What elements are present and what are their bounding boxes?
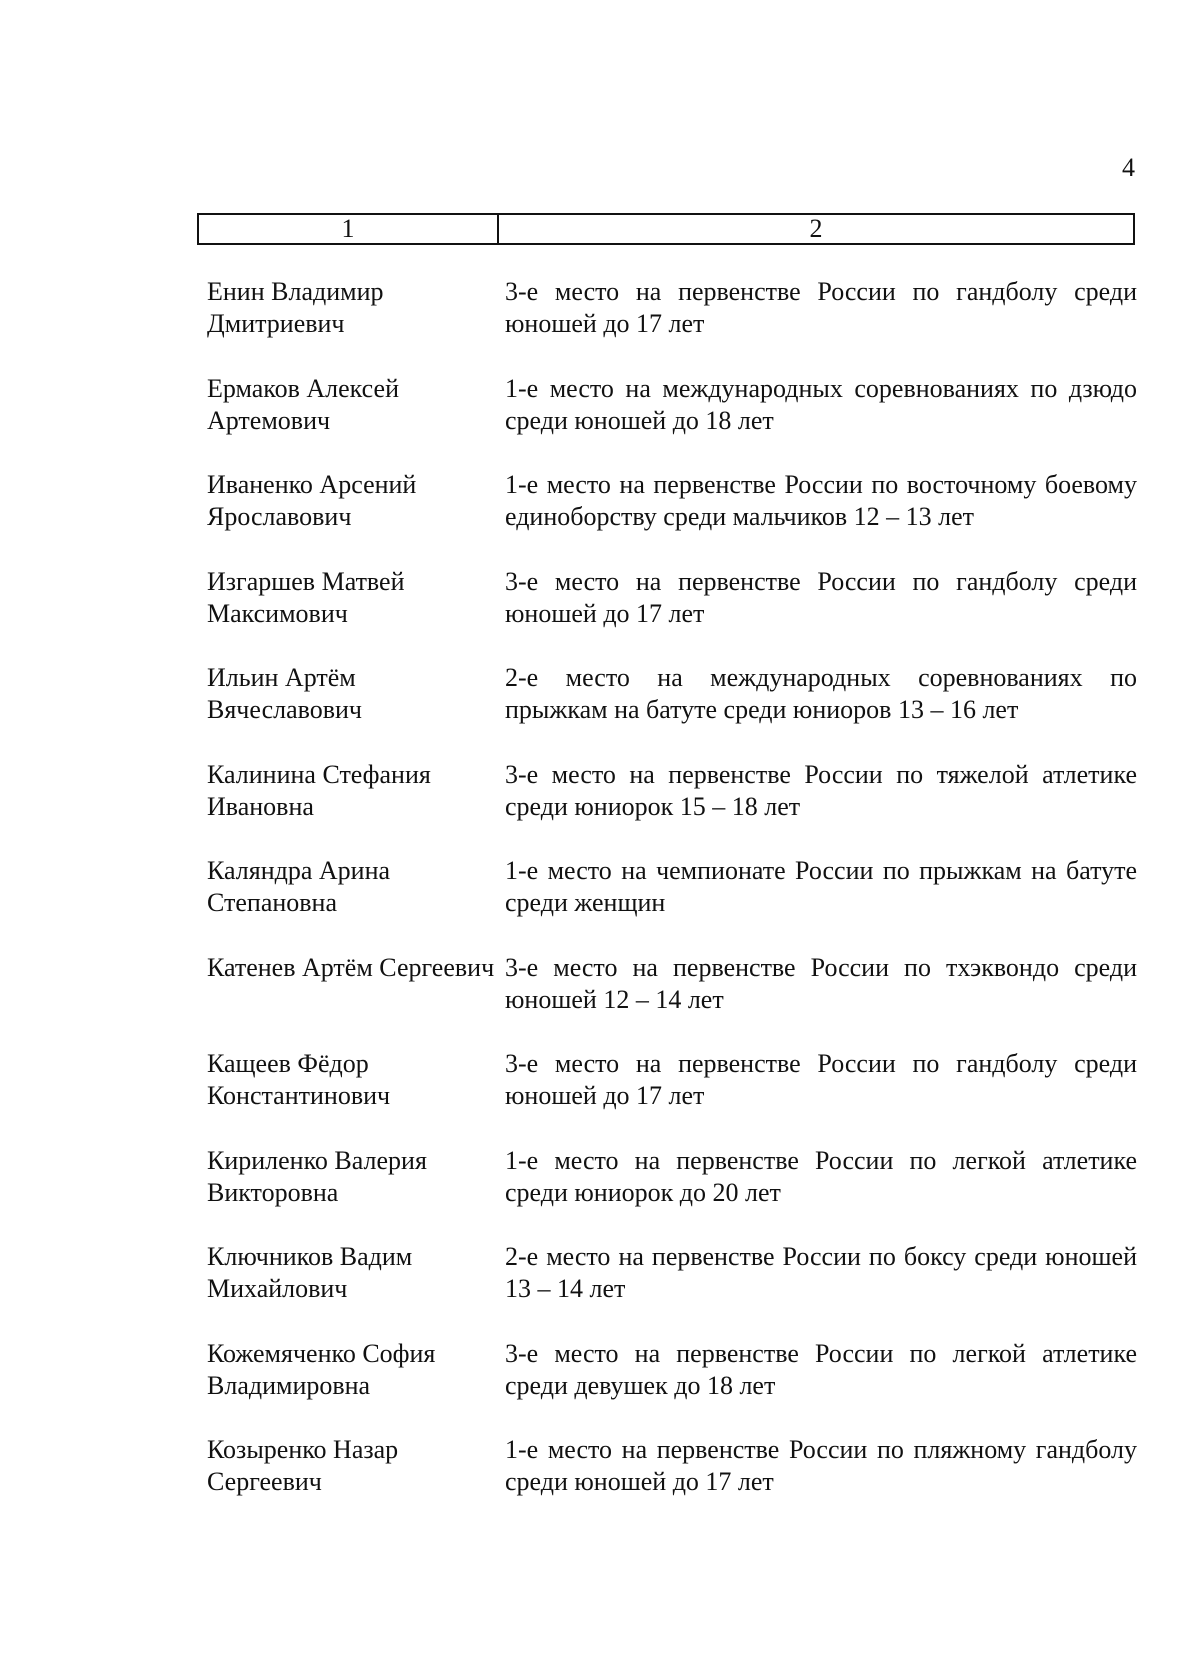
achievement-text: 2-е место на международных соревнованиях по прыжкам на батуте среди юниоров 13 – 16 лет bbox=[505, 663, 1137, 724]
achievement-text: 3-е место на первенстве России по гандболу среди юношей до 17 лет bbox=[505, 277, 1137, 338]
person-name: Кожемяченко София Владимировна bbox=[207, 1338, 436, 1400]
person-name: Ермаков Алексей Артемович bbox=[207, 373, 399, 435]
person-name: Каляндра Арина Степановна bbox=[207, 856, 391, 917]
table-header bbox=[197, 213, 1135, 245]
achievement-text: 1-е место на международных соревнованиях по дзюдо среди юношей до 18 лет bbox=[505, 373, 1137, 435]
person-name: Иваненко Арсений Ярославович bbox=[207, 470, 417, 531]
person-name: Катенев Артём Сергеевич bbox=[207, 952, 495, 982]
person-name: Кириленко Валерия Викторовна bbox=[207, 1145, 427, 1207]
achievement-text: 3-е место на первенстве России по гандболу среди юношей до 17 лет bbox=[505, 566, 1137, 628]
achievement-text: 1-е место на чемпионате России по прыжкам на батуте среди женщин bbox=[505, 856, 1137, 917]
person-name: Ключников Вадим Михайлович bbox=[207, 1242, 413, 1303]
header-column-2: 2 bbox=[809, 214, 823, 243]
table-row bbox=[207, 373, 1137, 470]
person-name: Козыренко Назар Сергеевич bbox=[207, 1435, 399, 1496]
person-name: Кащеев Фёдор Константинович bbox=[207, 1049, 391, 1110]
achievement-text: 2-е место на первенстве России по боксу среди юношей 13 – 14 лет bbox=[505, 1242, 1137, 1303]
person-name: Калинина Стефания Ивановна bbox=[207, 759, 431, 821]
table-row bbox=[207, 662, 1137, 759]
table-row bbox=[207, 1048, 1137, 1145]
table-row bbox=[207, 855, 1137, 952]
table-row bbox=[207, 1241, 1137, 1338]
table-row bbox=[207, 1338, 1137, 1435]
table-row bbox=[207, 1434, 1137, 1531]
achievement-text: 3-е место на первенстве России по тхэквондо среди юношей 12 – 14 лет bbox=[505, 952, 1137, 1014]
achievement-text: 3-е место на первенстве России по тяжелой атлетике среди юниорок 15 – 18 лет bbox=[505, 759, 1137, 821]
achievement-text: 1-е место на первенстве России по восточному боевому единоборству среди мальчиков 12 – 13 лет bbox=[505, 470, 1137, 531]
person-name: Изгаршев Матвей Максимович bbox=[207, 566, 405, 628]
person-name: Ильин Артём Вячеславович bbox=[207, 663, 362, 724]
achievement-text: 1-е место на первенстве России по пляжному гандболу среди юношей до 17 лет bbox=[505, 1435, 1137, 1496]
table-row bbox=[207, 469, 1137, 566]
achievement-text: 1-е место на первенстве России по легкой атлетике среди юниорок до 20 лет bbox=[505, 1145, 1137, 1207]
table-row bbox=[207, 952, 1137, 1049]
header-column-1: 1 bbox=[199, 215, 499, 243]
table-row bbox=[207, 566, 1137, 663]
person-name: Енин Владимир Дмитриевич bbox=[207, 277, 384, 338]
table-row bbox=[207, 759, 1137, 856]
awards-list bbox=[207, 276, 1137, 1531]
table-row bbox=[207, 1145, 1137, 1242]
page-number: 4 bbox=[1122, 153, 1135, 182]
achievement-text: 3-е место на первенстве России по гандболу среди юношей до 17 лет bbox=[505, 1049, 1137, 1110]
achievement-text: 3-е место на первенстве России по легкой атлетике среди девушек до 18 лет bbox=[505, 1338, 1137, 1400]
table-row bbox=[207, 276, 1137, 373]
